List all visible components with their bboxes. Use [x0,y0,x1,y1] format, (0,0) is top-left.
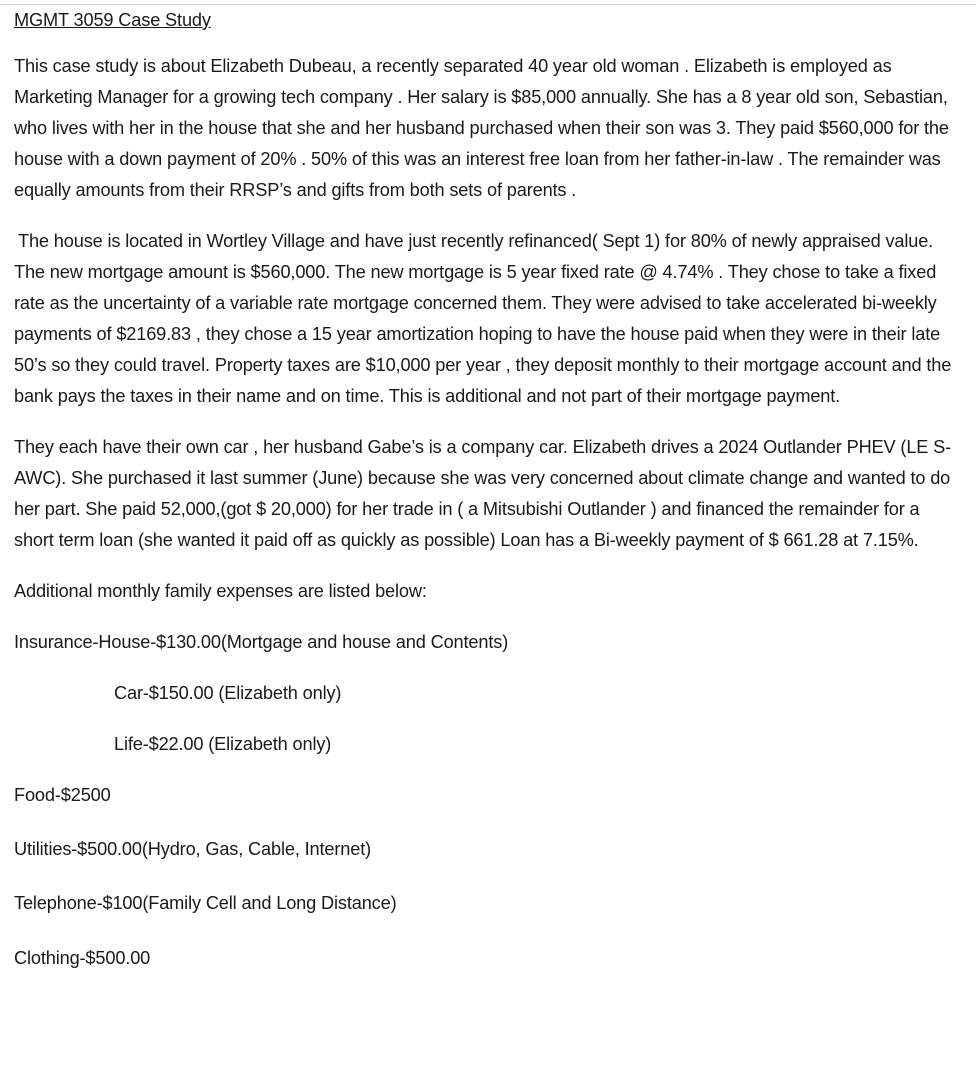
expense-insurance-house: Insurance-House-$130.00(Mortgage and house and Contents) [14,632,509,652]
expense-insurance-car: Car-$150.00 (Elizabeth only) [114,683,342,703]
expenses-intro: Additional monthly family expenses are listed below: [14,581,427,601]
expense-telephone: Telephone-$100(Family Cell and Long Distance) [14,893,397,913]
document-title: MGMT 3059 Case Study [14,10,211,30]
document-body [14,9,964,994]
paragraph-background: This case study is about Elizabeth Dubeau, a recently separated 40 year old woman . Elizabeth is employed as Marketing Manager for a growing tech company . Her salary is $85,000 annually. She has a 8 year old son, Sebastian, who lives with her in the house that she and her husband purchased when their son was 3. They paid $560,000 for the house with a down payment of 20% . 50% of this was an interest free loan from her father-in-law . The remainder was equally amounts from their RRSP’s and gifts from both sets of parents . [14,56,949,200]
top-divider [0,4,976,5]
paragraph-car-loan: They each have their own car , her husband Gabe’s is a company car. Elizabeth drives a 2024 Outlander PHEV (LE S-AWC). She purchased it last summer (June) because she was very concerned about climate change and wanted to do her part. She paid 52,000,(got $ 20,000) for her trade in ( a Mitsubishi Outlander ) and financed the remainder for a short term loan (she wanted it paid off as quickly as possible) Loan has a Bi-weekly payment of $ 661.28 at 7.15%. [14,437,952,550]
expense-utilities: Utilities-$500.00(Hydro, Gas, Cable, Internet) [14,839,372,859]
expense-food: Food-$2500 [14,785,111,805]
expense-clothing: Clothing-$500.00 [14,948,151,968]
paragraph-house-mortgage: The house is located in Wortley Village and have just recently refinanced( Sept 1) for 80% of newly appraised value. The new mortgage amount is $560,000. The new mortgage is 5 year fixed rate @ 4.74% . They chose to take a fixed rate as the uncertainty of a variable rate mortgage concerned them. They were advised to take accelerated bi-weekly payments of $2169.83 , they chose a 15 year amortization hoping to have the house paid when they were in their late 50’s so they could travel. Property taxes are $10,000 per year , they deposit monthly to their mortgage account and the bank pays the taxes in their name and on time. This is additional and not part of their mortgage payment. [14,231,952,406]
expense-insurance-life: Life-$22.00 (Elizabeth only) [114,734,332,754]
